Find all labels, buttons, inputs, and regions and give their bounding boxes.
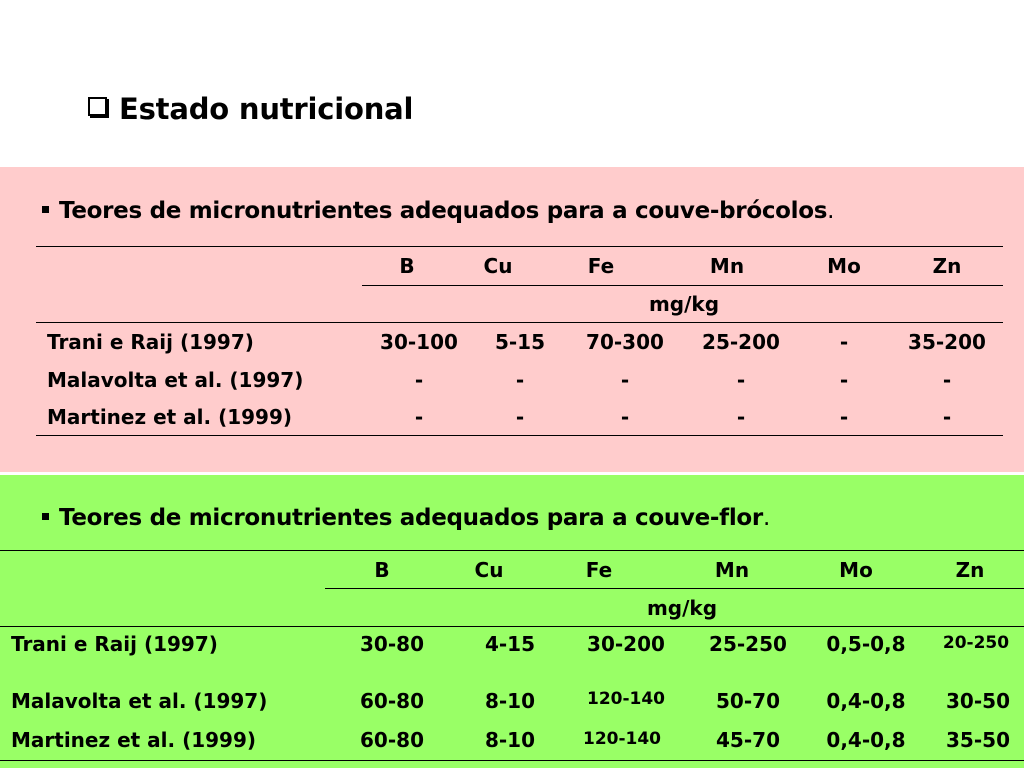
row-source: Trani e Raij (1997) bbox=[47, 330, 254, 354]
brocolos-heading bbox=[42, 198, 834, 224]
checkbox-bullet-icon bbox=[88, 97, 107, 116]
square-bullet-icon bbox=[42, 513, 49, 520]
col-header-fe: Fe bbox=[587, 254, 615, 278]
value-mo: - bbox=[839, 330, 849, 354]
value-mn: 45-70 bbox=[716, 728, 780, 752]
value-fe: 30-200 bbox=[587, 632, 665, 656]
value-cu: 8-10 bbox=[484, 728, 536, 752]
col-header-mn: Mn bbox=[709, 254, 745, 278]
flor-heading-tail: . bbox=[762, 505, 770, 531]
value-zn: 20-250 bbox=[942, 633, 1010, 653]
col-header-zn: Zn bbox=[955, 558, 985, 582]
value-mo: 0,5-0,8 bbox=[826, 632, 906, 656]
value-fe: 120-140 bbox=[582, 729, 662, 749]
col-header-fe: Fe bbox=[585, 558, 613, 582]
value-cu: - bbox=[515, 368, 525, 392]
row-source: Trani e Raij (1997) bbox=[11, 632, 218, 656]
brocolos-heading-tail: . bbox=[827, 198, 835, 224]
row-source: Malavolta et al. (1997) bbox=[11, 689, 268, 713]
value-fe: 70-300 bbox=[586, 330, 664, 354]
value-zn: - bbox=[942, 368, 952, 392]
value-mn: 25-200 bbox=[702, 330, 780, 354]
value-mo: 0,4-0,8 bbox=[826, 728, 906, 752]
flor-heading-text: Teores de micronutrientes adequados para a couve-flor bbox=[59, 505, 763, 531]
col-header-cu: Cu bbox=[483, 254, 513, 278]
table-rule bbox=[0, 550, 1024, 551]
value-b: 60-80 bbox=[360, 689, 424, 713]
col-header-mo: Mo bbox=[827, 254, 861, 278]
value-cu: 5-15 bbox=[494, 330, 546, 354]
value-cu: 4-15 bbox=[484, 632, 536, 656]
value-mn: 25-250 bbox=[709, 632, 787, 656]
value-b: 60-80 bbox=[360, 728, 424, 752]
value-mn: 50-70 bbox=[716, 689, 780, 713]
table-rule bbox=[0, 760, 1024, 761]
value-b: - bbox=[414, 405, 424, 429]
value-zn: 35-50 bbox=[946, 728, 1010, 752]
table-rule bbox=[36, 246, 1003, 247]
value-fe: - bbox=[620, 405, 630, 429]
value-fe: 120-140 bbox=[586, 689, 666, 709]
table-rule bbox=[325, 588, 1024, 589]
col-header-mo: Mo bbox=[839, 558, 873, 582]
value-mo: - bbox=[839, 405, 849, 429]
row-source: Malavolta et al. (1997) bbox=[47, 368, 304, 392]
row-source: Martinez et al. (1999) bbox=[11, 728, 257, 752]
value-cu: 8-10 bbox=[484, 689, 536, 713]
table-rule bbox=[0, 626, 1024, 627]
col-header-b: B bbox=[374, 558, 390, 582]
value-mo: - bbox=[839, 368, 849, 392]
slide-title bbox=[88, 92, 413, 126]
square-bullet-icon bbox=[42, 206, 49, 213]
row-source: Martinez et al. (1999) bbox=[47, 405, 293, 429]
value-fe: - bbox=[620, 368, 630, 392]
value-b: - bbox=[414, 368, 424, 392]
unit-label: mg/kg bbox=[646, 596, 718, 620]
col-header-mn: Mn bbox=[714, 558, 750, 582]
value-zn: - bbox=[942, 405, 952, 429]
value-mn: - bbox=[736, 405, 746, 429]
col-header-b: B bbox=[399, 254, 415, 278]
value-cu: - bbox=[515, 405, 525, 429]
value-zn: 30-50 bbox=[946, 689, 1010, 713]
value-zn: 35-200 bbox=[908, 330, 986, 354]
flor-heading bbox=[42, 505, 770, 531]
col-header-cu: Cu bbox=[474, 558, 504, 582]
value-b: 30-100 bbox=[380, 330, 458, 354]
table-rule bbox=[362, 285, 1003, 286]
unit-label: mg/kg bbox=[648, 292, 720, 316]
slide-title-text: Estado nutricional bbox=[119, 92, 414, 126]
table-rule bbox=[36, 435, 1003, 436]
value-b: 30-80 bbox=[360, 632, 424, 656]
value-mo: 0,4-0,8 bbox=[826, 689, 906, 713]
brocolos-heading-text: Teores de micronutrientes adequados para a couve-brócolos bbox=[59, 198, 828, 224]
value-mn: - bbox=[736, 368, 746, 392]
col-header-zn: Zn bbox=[932, 254, 962, 278]
table-rule bbox=[36, 322, 1003, 323]
